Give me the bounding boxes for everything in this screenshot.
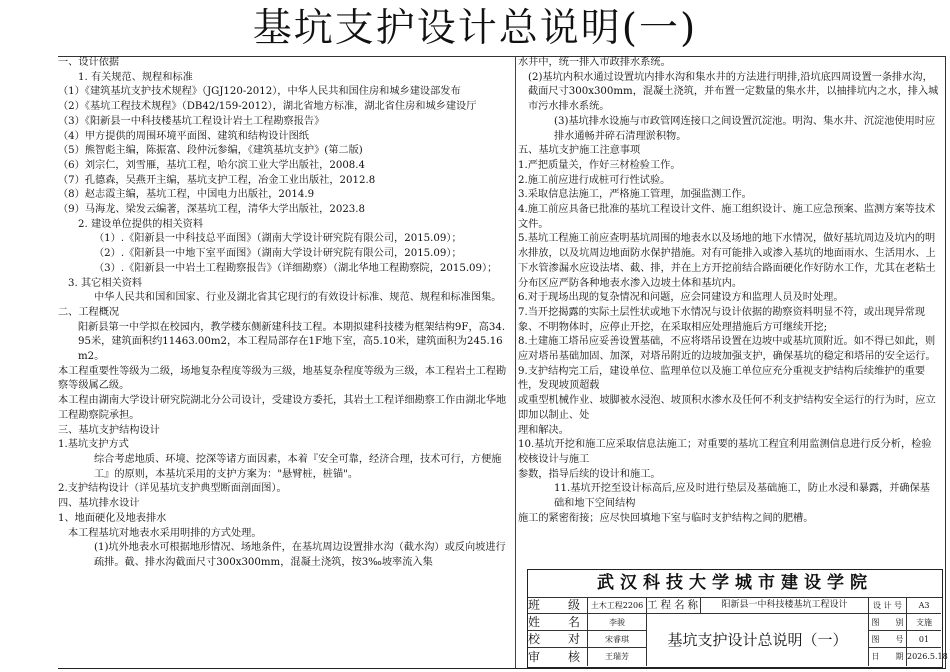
left-paragraph: （6）刘宗仁，刘雪雁，基坑工程，哈尔滨工业大学出版社，2008.4	[58, 159, 366, 171]
right-paragraph: 2.施工前应进行成桩可行性试验。	[518, 174, 671, 186]
left-paragraph: 1. 有关规范、规程和标准	[78, 71, 193, 83]
meta-value: 支施	[907, 614, 941, 631]
right-paragraph: 五、基坑支护施工注意事项	[518, 145, 641, 157]
left-paragraph: （3）.《阳新县一中岩土工程勘察报告》（详细勘察）（湖北华地工程勘察院，2015.09）；	[94, 262, 498, 274]
right-paragraph: 3.采取信息法施工，严格施工管理，加强监测工作。	[518, 189, 752, 201]
right-paragraph: 理和解决。	[518, 424, 569, 436]
right-paragraph: 7.当开挖揭露的实际土层性状或地下水情况与设计依据的勘察资料明显不符，或出现异常现象、不明物体时，应停止开挖，在采取相应处理措施后方可继续开挖;	[518, 306, 926, 333]
drawing-title: 基坑支护设计总说明（一）	[647, 614, 869, 666]
left-paragraph: 三、基坑支护结构设计	[58, 424, 160, 436]
review-label: 审 核	[528, 650, 589, 664]
right-paragraph: 4.施工前应具备已批准的基坑工程设计文件、施工组织设计、施工应急预案、监测方案等技术文件。	[518, 204, 936, 230]
name-label: 姓 名	[528, 615, 589, 629]
meta-key: 日 期	[869, 648, 907, 666]
left-paragraph: （8）赵志霞主编，基坑工程，中国电力出版社，2014.9	[58, 189, 315, 201]
school-name: 武汉科技大学城市建设学院	[528, 570, 942, 598]
left-paragraph: 本工程基坑对地表水采用明排的方式处理。	[68, 527, 262, 539]
sheet-title: 基坑支护设计总说明(一)	[252, 6, 698, 51]
left-paragraph: 3. 其它相关资料	[68, 277, 143, 289]
left-paragraph: （5）熊智彪主编，陈振富、段仲沅参编，《建筑基坑支护》(第二版)	[58, 145, 363, 157]
left-paragraph: （1）.《阳新县一中科技总平面图》（湖南大学设计研究院有限公司，2015.09）；	[94, 233, 462, 245]
left-paragraph: 一、设计依据	[58, 57, 120, 68]
left-paragraph: 1.基坑支护方式	[58, 439, 129, 451]
meta-key: 图 别	[869, 614, 907, 631]
meta-value: 01	[907, 631, 941, 648]
right-paragraph: 1.严把质量关，作好三材检验工作。	[518, 159, 681, 171]
left-paragraph: 二、工程概况	[58, 306, 120, 318]
review-value: 王瑞芳	[588, 648, 647, 666]
right-paragraph: 9.支护结构完工后，建设单位、监理单位以及施工单位应充分重视支护结构后续维护的重要性，发现坡顶超载	[518, 365, 926, 392]
right-paragraph: (2)基坑内积水通过设置坑内排水沟和集水井的方法进行明排,沿坑底四周设置一条排水沟，截面尺寸300x300mm，混凝土浇筑，并布置一定数量的集水井，以抽排坑内之水，排入城市污水排水系统。	[528, 71, 939, 113]
meta-value: A3	[907, 597, 941, 614]
left-paragraph: 综合考虑地质、环境、挖深等诸方面因素，本着『安全可靠，经济合理，技术可行，方便施工』的原则，本基坑采用的支护方案为："悬臂桩，桩锚"。	[94, 453, 502, 480]
meta-key: 图 号	[869, 631, 907, 648]
left-paragraph: 中华人民共和国和国家、行业及湖北省其它现行的有效设计标准、规范、规程和标准图集。	[94, 292, 502, 304]
left-paragraph: （1）《建筑基坑支护技术规程》（JGJ120-2012），中华人民共和国住房和城乡建设部发布	[58, 86, 461, 98]
right-paragraph: 8.土建施工塔吊应妥善设置基础，不应将塔吊设置在边坡中或基坑顶附近。如不得已如此，则应对塔吊基础加固、加深，对塔吊附近的边坡加强支护，确保基坑的稳定和塔吊的安全运行。	[518, 336, 936, 363]
right-paragraph: (3)基坑排水设施与市政管网连接口之间设置沉淀池。明沟、集水井、沉淀池使用时应排水通畅并碎石清理淤积物。	[554, 115, 936, 142]
left-paragraph: （7）孔德森，吴燕开主编，基坑支护工程，冶金工业出版社，2012.8	[58, 174, 376, 186]
name-value: 李骏	[588, 614, 647, 631]
right-paragraph: 10.基坑开挖和施工应采取信息法施工；对重要的基坑工程宜利用监测信息进行反分析，检验校核设计与施工	[518, 439, 932, 465]
title-block	[527, 569, 948, 668]
right-paragraph: 施工的紧密衔接；应尽快回填地下室与临时支护结构之间的肥槽。	[518, 512, 814, 524]
left-paragraph: 2. 建设单位提供的相关资料	[78, 218, 204, 230]
left-paragraph: 本工程由湖南大学设计研究院湖北分公司设计，受建设方委托，其岩土工程详细勘察工作由湖北华地工程勘察院承担。	[58, 395, 507, 421]
left-paragraph: （2）.《阳新县一中地下室平面图》（湖南大学设计研究院有限公司，2015.09）；	[94, 248, 462, 260]
left-column-text	[58, 56, 510, 571]
check-label: 校 对	[528, 632, 589, 646]
class-value: 土木工程2206	[588, 597, 647, 614]
left-paragraph: 1、地面硬化及地表排水	[58, 512, 167, 524]
project-value: 阳新县一中科技楼基坑工程设计	[701, 597, 869, 614]
meta-key: 设 计 号	[869, 597, 907, 614]
right-paragraph: 水井中，统一排入市政排水系统。	[518, 57, 671, 68]
right-paragraph: 或重型机械作业、坡脚被水浸泡、坡顶积水渗水及任何不利支护结构安全运行的行为时，应立即加以制止、处	[518, 395, 936, 421]
left-paragraph: （4）甲方提供的周围环境平面图、建筑和结构设计图纸	[58, 130, 309, 142]
left-paragraph: （3）《阳新县一中科技楼基坑工程设计岩土工程勘察报告》	[58, 115, 325, 127]
class-label: 班 级	[528, 598, 589, 612]
left-paragraph: (1)坑外地表水可根据地形情况、场地条件，在基坑周边设置排水沟（截水沟）或反向坡进行疏排。截、排水沟截面尺寸300x300mm，混凝土浇筑，按3‰坡率流入集	[94, 542, 506, 568]
frame-right-line	[945, 56, 946, 668]
left-paragraph: （2）《基坑工程技术规程》（DB42/159-2012），湖北省地方标准，湖北省住房和城乡建设厅	[58, 101, 477, 113]
right-column-text	[518, 56, 940, 527]
column-divider	[515, 56, 516, 668]
left-paragraph: （9）马海龙、梁发云编著，深基坑工程，清华大学出版社，2023.8	[58, 204, 366, 216]
right-paragraph: 参数，指导后续的设计和施工。	[518, 468, 661, 480]
check-value: 宋睿琪	[588, 631, 647, 648]
frame-bottom-line	[58, 668, 946, 669]
right-paragraph: 5.基坑工程施工前应查明基坑周围的地表水以及场地的地下水情况，做好基坑周边及坑内的明水排放，以及坑周边地面防水保护措施。对有可能排入或渗入基坑的地面雨水、生活用水、上下水管渗漏水应设法堵、截、排，并在上方开挖前结合路面硬化作好防水工作，尤其在老粘土分布区应严防各种地表水渗入边坡土体和基坑内。	[518, 233, 936, 289]
left-paragraph: 本工程重要性等级为二级，场地复杂程度等级为三级，地基复杂程度等级为三级，本工程岩土工程勘察等级属乙级。	[58, 365, 507, 392]
right-paragraph: 6.对于现场出现的复杂情况和问题，应会同建设方和监理人员及时处理。	[518, 292, 844, 304]
left-paragraph: 四、基坑排水设计	[58, 498, 140, 510]
right-paragraph: 11.基坑开挖至设计标高后,应及时进行垫层及基础施工，防止水浸和暴露，并确保基础和地下空间结构	[554, 483, 930, 510]
left-paragraph: 阳新县第一中学拟在校园内，教学楼东侧新建科技工程。本期拟建科技楼为框架结构9F，高34.95米，建筑面积约11463.00m2，本工程局部存在1F地下室，高5.10米，建筑面积为245.16m2。	[78, 321, 506, 363]
meta-value: 2026.5.18	[907, 652, 948, 661]
left-paragraph: 2.支护结构设计（详见基坑支护典型断面剖面图）。	[58, 483, 287, 495]
project-label: 工程名称	[647, 597, 701, 614]
